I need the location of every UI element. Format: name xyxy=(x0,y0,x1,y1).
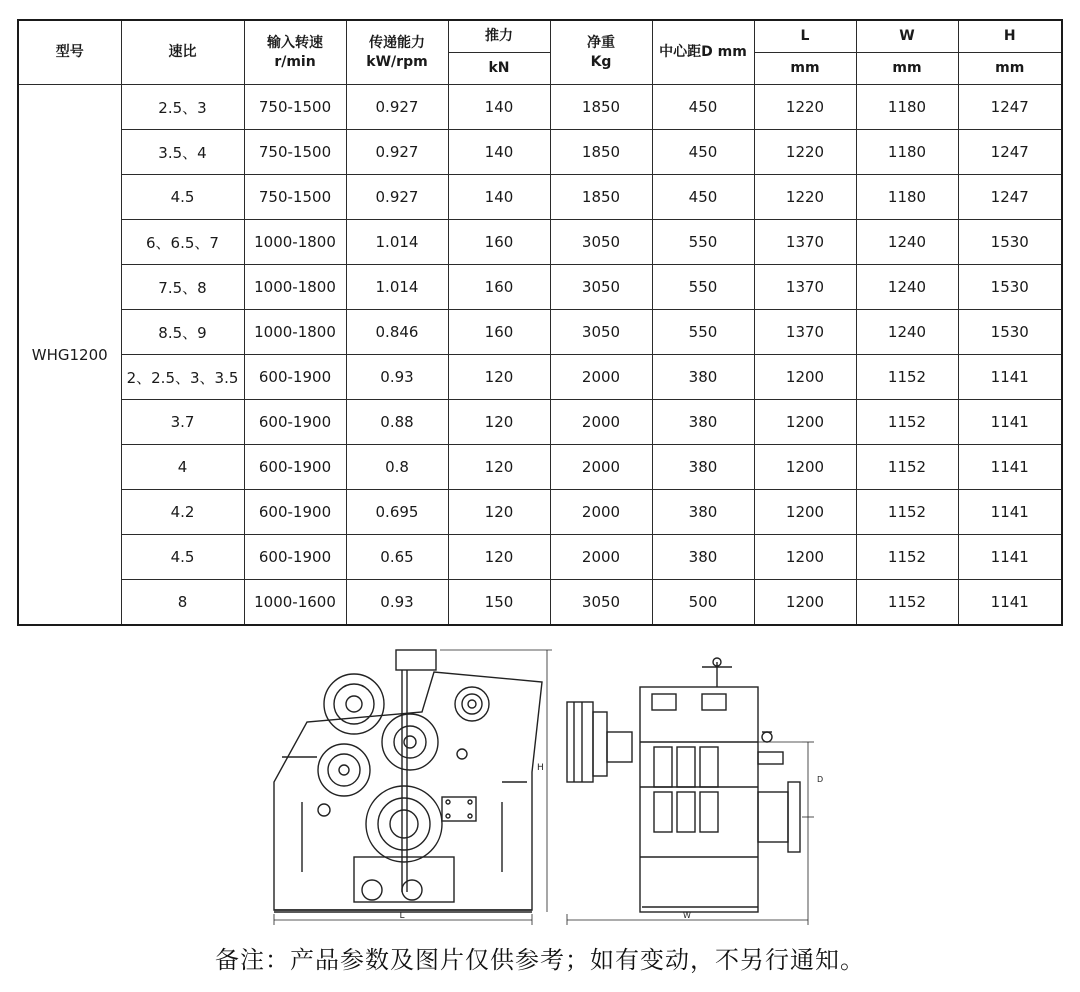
table-cell: 2、2.5、3、3.5 xyxy=(121,355,244,400)
table-cell: 1000-1600 xyxy=(244,580,346,626)
table-cell: 1850 xyxy=(550,130,652,175)
table-cell: 0.88 xyxy=(346,400,448,445)
table-cell: 1200 xyxy=(754,400,856,445)
table-cell: 1152 xyxy=(856,535,958,580)
label-D: D xyxy=(817,775,824,784)
table-cell: 600-1900 xyxy=(244,355,346,400)
header-L-unit: mm xyxy=(754,53,856,85)
table-cell: 150 xyxy=(448,580,550,626)
table-cell: 600-1900 xyxy=(244,445,346,490)
label-H: H xyxy=(537,763,544,773)
table-cell: 4.5 xyxy=(121,535,244,580)
table-cell: 1152 xyxy=(856,445,958,490)
table-cell: 140 xyxy=(448,85,550,130)
table-cell: 1152 xyxy=(856,490,958,535)
table-body xyxy=(18,85,1062,626)
table-cell: 2000 xyxy=(550,445,652,490)
table-cell: 750-1500 xyxy=(244,85,346,130)
table-cell: 3050 xyxy=(550,220,652,265)
table-cell: 1141 xyxy=(958,400,1062,445)
spec-table xyxy=(17,19,1063,626)
table-cell: 1220 xyxy=(754,175,856,220)
table-cell: 1530 xyxy=(958,220,1062,265)
table-cell: 550 xyxy=(652,265,754,310)
table-cell: 1141 xyxy=(958,580,1062,626)
table-cell: 600-1900 xyxy=(244,400,346,445)
table-cell: 450 xyxy=(652,130,754,175)
table-cell: 380 xyxy=(652,535,754,580)
table-cell: 3050 xyxy=(550,310,652,355)
table-cell: 1180 xyxy=(856,175,958,220)
table-cell: 2000 xyxy=(550,400,652,445)
table-cell: 1850 xyxy=(550,175,652,220)
disclaimer-note: 备注：产品参数及图片仅供参考；如有变动，不另行通知。 xyxy=(215,946,865,974)
table-cell: 160 xyxy=(448,310,550,355)
table-cell: 0.927 xyxy=(346,130,448,175)
table-row xyxy=(18,535,1062,580)
header-W-unit: mm xyxy=(856,53,958,85)
table-row xyxy=(18,445,1062,490)
table-cell: 1200 xyxy=(754,490,856,535)
header-model: 型号 xyxy=(18,20,121,85)
table-cell: 8 xyxy=(121,580,244,626)
table-cell: 1.014 xyxy=(346,265,448,310)
table-cell: 0.65 xyxy=(346,535,448,580)
table-cell: 8.5、9 xyxy=(121,310,244,355)
table-cell: 1530 xyxy=(958,265,1062,310)
table-cell: 750-1500 xyxy=(244,130,346,175)
table-row xyxy=(18,265,1062,310)
table-cell: 1247 xyxy=(958,85,1062,130)
header-capacity-unit: kW/rpm xyxy=(366,53,428,70)
table-cell: 1200 xyxy=(754,580,856,626)
header-speed xyxy=(244,20,346,85)
table-cell: 6、6.5、7 xyxy=(121,220,244,265)
table-cell: 600-1900 xyxy=(244,490,346,535)
table-row xyxy=(18,490,1062,535)
table-row xyxy=(18,130,1062,175)
table-cell: 2.5、3 xyxy=(121,85,244,130)
header-weight xyxy=(550,20,652,85)
table-cell: 120 xyxy=(448,535,550,580)
header-speed-unit: r/min xyxy=(274,53,316,70)
table-cell: 0.927 xyxy=(346,175,448,220)
table-cell: 0.846 xyxy=(346,310,448,355)
table-cell: 1850 xyxy=(550,85,652,130)
table-cell: 1141 xyxy=(958,535,1062,580)
table-cell: 1220 xyxy=(754,130,856,175)
header-W: W xyxy=(856,20,958,53)
table-cell: 1152 xyxy=(856,355,958,400)
table-cell: 450 xyxy=(652,175,754,220)
table-row xyxy=(18,220,1062,265)
header-H-unit: mm xyxy=(958,53,1062,85)
table-cell: 2000 xyxy=(550,490,652,535)
table-cell: 1000-1800 xyxy=(244,310,346,355)
table-cell: 1200 xyxy=(754,445,856,490)
table-cell: 120 xyxy=(448,445,550,490)
model-cell: WHG1200 xyxy=(18,85,121,626)
header-H: H xyxy=(958,20,1062,53)
table-cell: 1.014 xyxy=(346,220,448,265)
header-weight-label: 净重 xyxy=(587,34,615,51)
header-speed-label: 输入转速 xyxy=(267,34,323,51)
table-cell: 7.5、8 xyxy=(121,265,244,310)
table-cell: 1152 xyxy=(856,580,958,626)
table-cell: 120 xyxy=(448,355,550,400)
header-L: L xyxy=(754,20,856,53)
table-row xyxy=(18,310,1062,355)
table-cell: 1152 xyxy=(856,400,958,445)
table-cell: 1240 xyxy=(856,265,958,310)
table-row xyxy=(18,85,1062,130)
table-cell: 1141 xyxy=(958,445,1062,490)
table-cell: 140 xyxy=(448,130,550,175)
table-cell: 2000 xyxy=(550,535,652,580)
side-view xyxy=(567,658,814,925)
table-header xyxy=(18,20,1062,85)
label-W: W xyxy=(683,911,691,920)
front-view xyxy=(274,650,552,925)
table-cell: 1240 xyxy=(856,220,958,265)
table-cell: 1370 xyxy=(754,310,856,355)
table-cell: 1530 xyxy=(958,310,1062,355)
table-row xyxy=(18,175,1062,220)
table-cell: 380 xyxy=(652,490,754,535)
table-cell: 1240 xyxy=(856,310,958,355)
table-cell: 1370 xyxy=(754,220,856,265)
label-L: L xyxy=(399,911,405,921)
table-cell: 1000-1800 xyxy=(244,265,346,310)
table-cell: 1200 xyxy=(754,355,856,400)
header-thrust: 推力 xyxy=(448,20,550,53)
table-cell: 3050 xyxy=(550,580,652,626)
table-cell: 1370 xyxy=(754,265,856,310)
table-cell: 380 xyxy=(652,400,754,445)
table-cell: 0.695 xyxy=(346,490,448,535)
table-cell: 1000-1800 xyxy=(244,220,346,265)
header-capacity xyxy=(346,20,448,85)
table-cell: 120 xyxy=(448,490,550,535)
header-center-distance: 中心距D mm xyxy=(652,20,754,85)
table-cell: 1180 xyxy=(856,85,958,130)
header-weight-unit: Kg xyxy=(590,53,612,70)
table-cell: 2000 xyxy=(550,355,652,400)
table-cell: 0.93 xyxy=(346,355,448,400)
table-cell: 450 xyxy=(652,85,754,130)
table-cell: 550 xyxy=(652,310,754,355)
table-cell: 500 xyxy=(652,580,754,626)
table-cell: 4.5 xyxy=(121,175,244,220)
table-cell: 120 xyxy=(448,400,550,445)
table-cell: 4 xyxy=(121,445,244,490)
table-cell: 160 xyxy=(448,220,550,265)
header-capacity-label: 传递能力 xyxy=(369,34,425,51)
table-cell: 0.8 xyxy=(346,445,448,490)
header-ratio: 速比 xyxy=(121,20,244,85)
gearbox-drawing xyxy=(262,642,837,927)
table-row xyxy=(18,400,1062,445)
table-cell: 0.927 xyxy=(346,85,448,130)
table-cell: 380 xyxy=(652,355,754,400)
table-cell: 750-1500 xyxy=(244,175,346,220)
table-cell: 140 xyxy=(448,175,550,220)
table-cell: 1180 xyxy=(856,130,958,175)
table-cell: 380 xyxy=(652,445,754,490)
table-cell: 3.7 xyxy=(121,400,244,445)
table-cell: 1220 xyxy=(754,85,856,130)
table-cell: 600-1900 xyxy=(244,535,346,580)
header-thrust-unit: kN xyxy=(448,53,550,85)
table-cell: 160 xyxy=(448,265,550,310)
table-cell: 1141 xyxy=(958,490,1062,535)
table-cell: 3050 xyxy=(550,265,652,310)
table-cell: 1200 xyxy=(754,535,856,580)
table-row xyxy=(18,355,1062,400)
table-cell: 0.93 xyxy=(346,580,448,626)
table-cell: 1247 xyxy=(958,130,1062,175)
table-cell: 1141 xyxy=(958,355,1062,400)
table-cell: 1247 xyxy=(958,175,1062,220)
table-cell: 4.2 xyxy=(121,490,244,535)
table-cell: 3.5、4 xyxy=(121,130,244,175)
table-row xyxy=(18,580,1062,626)
table-cell: 550 xyxy=(652,220,754,265)
